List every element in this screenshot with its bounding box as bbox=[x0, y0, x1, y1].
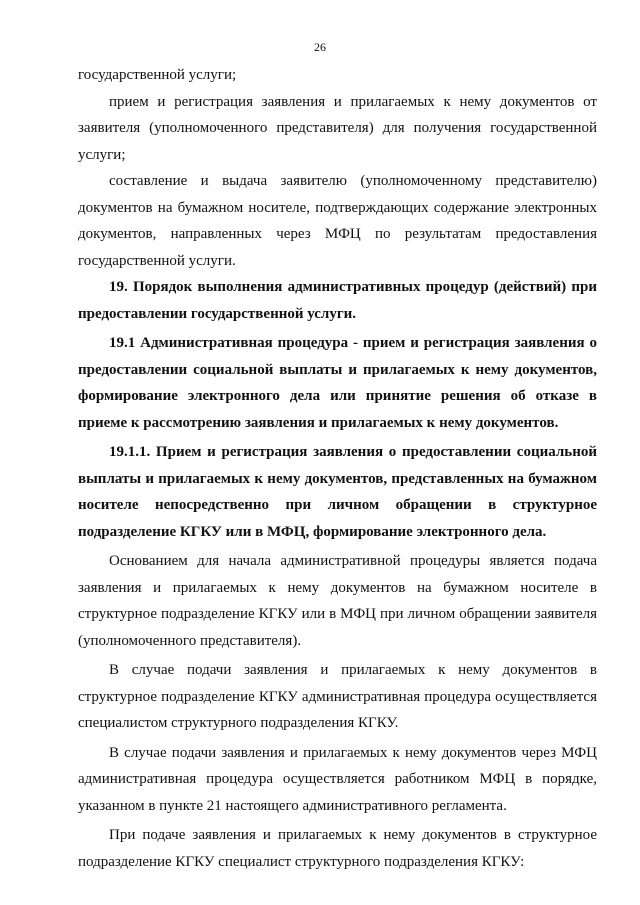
document-body bbox=[78, 62, 597, 875]
page-number: 26 bbox=[314, 40, 326, 54]
paragraph-continuation: государственной услуги; bbox=[78, 67, 237, 83]
paragraph-kgku-case: В случае подачи заявления и прилагаемых к нему документов в структурное подразделение КГКУ административная процедура осуществляется специалистом структурного подразделения КГКУ. bbox=[78, 662, 597, 731]
paragraph-basis: Основанием для начала административной процедуры является подача заявления и прилагаемых к нему документов на бумажном носителе в структурное подразделение КГКУ или в МФЦ при личном обращении заявителя (уполномоченного представителя). bbox=[78, 553, 597, 649]
paragraph-item-registration: прием и регистрация заявления и прилагаемых к нему документов от заявителя (уполномоченного представителя) для получения государственной услуги; bbox=[78, 93, 597, 163]
paragraph-mfc-case: В случае подачи заявления и прилагаемых к нему документов через МФЦ административная процедура осуществляется работником МФЦ в порядке, указанном в пункте 21 настоящего административного регламента. bbox=[78, 744, 597, 814]
paragraph-specialist-actions: При подаче заявления и прилагаемых к нему документов в структурное подразделение КГКУ специалист структурного подразделения КГКУ: bbox=[78, 827, 597, 870]
paragraph-item-issuance: составление и выдача заявителю (уполномоченному представителю) документов на бумажном носителе, подтверждающих содержание электронных документов, направленных через МФЦ по результатам предоставления государственной услуги. bbox=[78, 173, 597, 269]
section-heading-19-1-1: 19.1.1. Прием и регистрация заявления о предоставлении социальной выплаты и прилагаемых к нему документов, представленных на бумажном носителе непосредственно при личном обращении в структурное подразделение КГКУ или в МФЦ, формирование электронного дела. bbox=[78, 444, 597, 540]
section-heading-19: 19. Порядок выполнения административных процедур (действий) при предоставлении государственной услуги. bbox=[78, 279, 597, 322]
section-heading-19-1: 19.1 Административная процедура - прием и регистрация заявления о предоставлении социальной выплаты и прилагаемых к нему документов, формирование электронного дела или принятие решения об отказе в приеме к рассмотрению заявления и прилагаемых к нему документов. bbox=[78, 335, 597, 431]
